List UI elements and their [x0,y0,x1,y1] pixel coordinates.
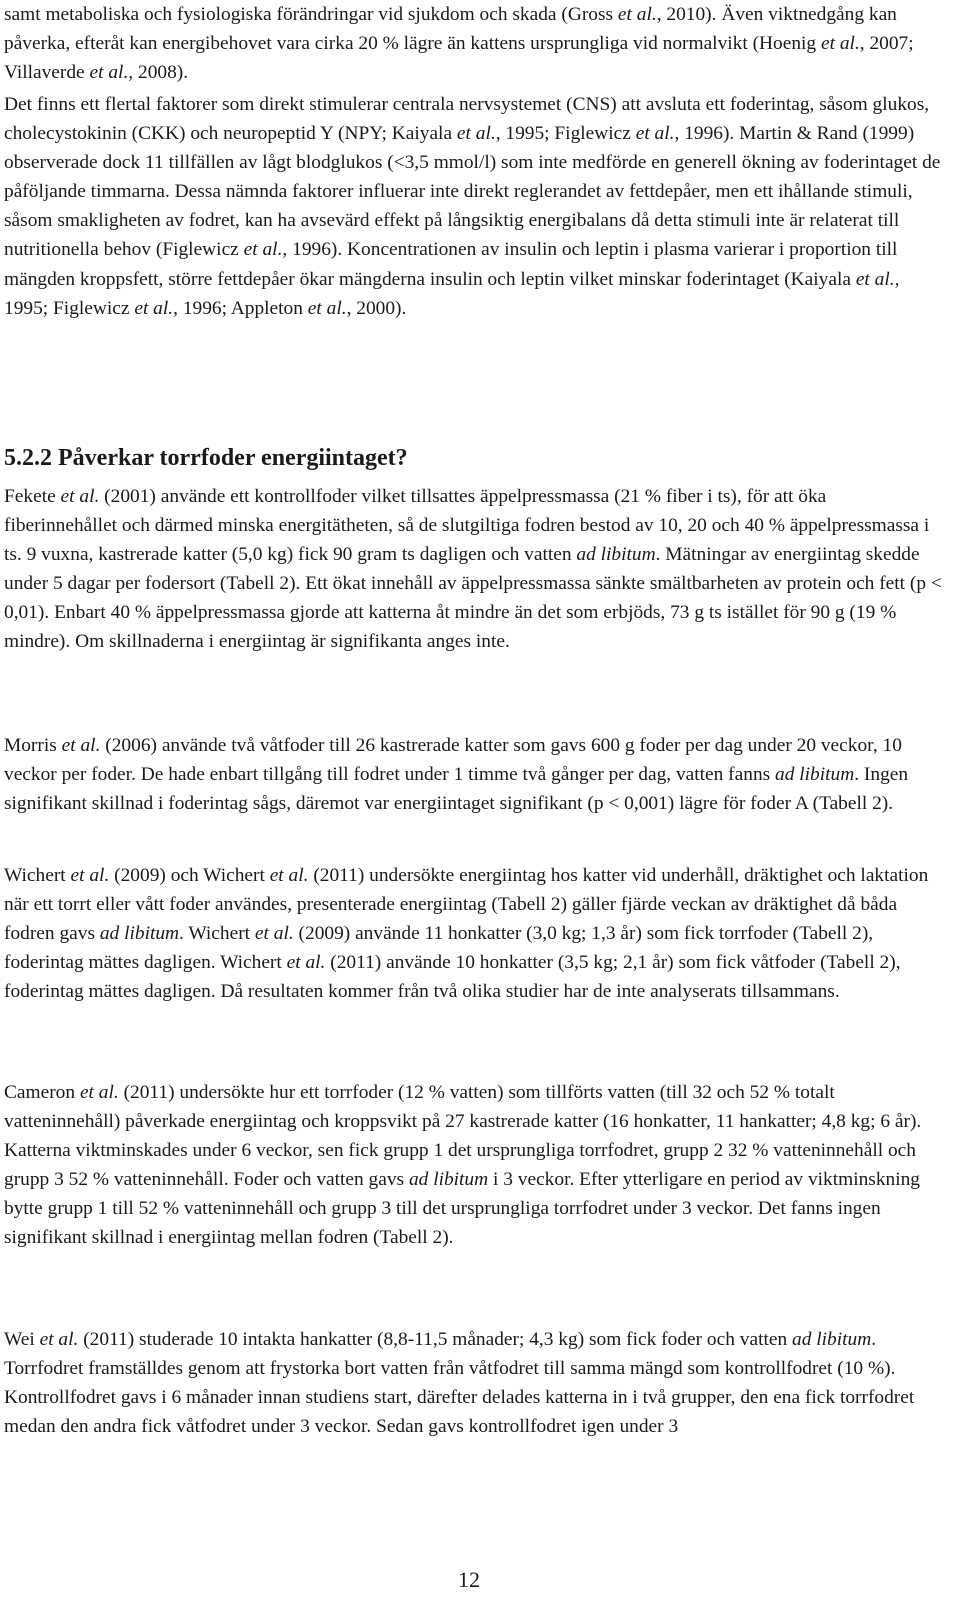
paragraph-text: . Mätningar av energiintag skedde under 5 dagar per fodersort (Tabell 2). Ett ökat innehåll av äppelpressmassa sänkte smältbarheten av protein och fett (p < 0,01). Enbart 40 % äppelpressmassa gjorde att katterna åt mindre än det som erbjöds, 73 g ts istället för 90 g (19 % mindre). Om skillnaderna i energiintag är signifikanta anges inte. [4,544,942,653]
italic-text: et al. [456,123,496,145]
paragraph-text: , 2010). Även viktnedgång kan påverka, efteråt kan energibehovet vara cirka 20 % lägre än kattens ursprungliga vid normalvikt (Hoenig [4,4,897,55]
italic-text: ad libitum [576,544,656,566]
paragraph-text: samt metaboliska och fysiologiska förändringar vid sjukdom och skada (Gross [4,4,618,25]
paragraph-text: (2011) studerade 10 intakta hankatter (8,8-11,5 månader; 4,3 kg) som fick foder och vatten [78,1329,793,1350]
italic-text: et al. [61,735,101,756]
paragraph-text: . Ingen signifikant skillnad i foderintag sågs, däremot var energiintaget signifikant (p < 0,001) lägre för foder A (Tabell 2). [4,764,909,815]
paragraph-text: , 1996; Appleton [173,297,308,319]
paragraph-text: , 1995; Figlewicz [4,268,900,319]
italic-text: ad libitum [99,923,180,945]
paragraph-text: Fekete [4,486,61,507]
paragraph-fekete [4,482,942,657]
paragraph-text: . Wichert [179,923,255,945]
paragraph-text: (2009) använde 11 honkatter (3,0 kg; 1,3 år) som fick torrfoder (Tabell 2), foderintag mättes dagligen. Wichert [4,923,874,974]
paragraph-intro-continuation [4,0,942,87]
paragraph-text: Wichert [4,865,71,886]
italic-text: et al. [243,239,283,261]
italic-text: et al. [820,33,860,55]
italic-text: et al. [617,4,657,25]
italic-text: et al. [70,865,110,886]
paragraph-text: . Torrfodret framställdes genom att frystorka bort vatten från våtfodret till samma mängd som kontrollfodret (10 %). Kontrollfodret gavs i 6 månader innan studiens start, därefter delades katterna in i två grupper, den ena fick torrfodret medan den andra fick våtfodret under 3 veckor. Sedan gavs kontrollfodret igen under 3 [4,1329,915,1438]
italic-text: et al. [254,923,294,945]
paragraph-wichert [4,861,942,1006]
italic-text: et al. [39,1329,79,1350]
paragraph-cns-factors [4,90,942,323]
paragraph-text: , 1996). Koncentrationen av insulin och leptin i plasma varierar i proportion till mängden kroppsfett, större fettdepåer ökar mängderna insulin och leptin vilket minskar foderintaget (Kaiyala [4,239,898,290]
italic-text: ad libitum [792,1329,872,1350]
paragraph-text: , 2000). [346,297,407,319]
italic-text: et al. [134,297,174,319]
paragraph-text: Morris [4,735,62,756]
paragraph-text: , 2008). [128,62,189,84]
paragraph-text: (2011) använde 10 honkatter (3,5 kg; 2,1 år) som fick våtfoder (Tabell 2), foderintag mättes dagligen. Då resultaten kommer från två olika studier har de inte analyserats tillsammans. [4,952,901,1003]
paragraph-text: , 1995; Figlewicz [495,123,636,145]
paragraph-text: (2011) undersökte hur ett torrfoder (12 % vatten) som tillförts vatten (till 32 och 52 % totalt vatteninnehåll) påverkade energiintag och kroppsvikt på 27 kastrerade katter (16 honkatter, 11 hankatter; 4,8 kg; 6 år). Katterna viktminskades under 6 veckor, sen fick grupp 1 det ursprungliga torrfodret, grupp 2 32 % vatteninnehåll och grupp 3 52 % vatteninnehåll. Foder och vatten gavs [4,1082,922,1191]
italic-text: et al. [286,952,326,974]
italic-text: et al. [79,1082,119,1103]
section-heading: 5.2.2 Påverkar torrfoder energiintaget? [4,445,408,471]
italic-text: ad libitum [408,1169,489,1191]
italic-text: et al. [60,486,100,507]
paragraph-wei [4,1325,942,1441]
paragraph-text: , 2007; Villaverde [4,33,914,84]
page-number: 12 [458,1567,480,1592]
paragraph-morris [4,731,942,818]
paragraph-text: (2011) undersökte energiintag hos katter vid underhåll, dräktighet och laktation när ett torrt eller vått foder användes, presenterade energiintag (Tabell 2) gäller fjärde veckan av dräktighet då båda fodren gavs [4,865,929,945]
paragraph-text: , 1996). Martin & Rand (1999) observerade dock 11 tillfällen av lågt blodglukos (<3,5 mmol/l) som inte medförde en generell ökning av foderintaget de påföljande timmarna. Dessa nämnda faktorer influerar inte direkt reglerandet av fettdepåer, men ett ihållande stimuli, såsom smakligheten av fodret, kan ha avsevärd effekt på långsiktig energibalans då detta stimuli inte är relaterat till nutritionella behov (Figlewicz [4,123,941,261]
paragraph-text: i 3 veckor. Efter ytterligare en period av viktminskning bytte grupp 1 till 52 % vatteninnehåll och grupp 3 till det ursprungliga torrfodret under 3 veckor. Det fanns ingen signifikant skillnad i energiintag mellan fodren (Tabell 2). [4,1169,920,1249]
paragraph-text: Cameron [4,1082,80,1103]
italic-text: ad libitum [775,764,855,786]
paragraph-cameron [4,1078,942,1253]
paragraph-text: Wei [4,1329,40,1350]
paragraph-text: Det finns ett flertal faktorer som direkt stimulerar centrala nervsystemet (CNS) att avsluta ett foderintag, såsom glukos, cholecystokinin (CKK) och neuropeptid Y (NPY; Kaiyala [4,94,930,145]
paragraph-text: (2001) använde ett kontrollfoder vilket tillsattes äppelpressmassa (21 % fiber i ts), för att öka fiberinnehållet och därmed minska energitätheten, så de slutgiltiga fodren bestod av 10, 20 och 40 % äppelpressmassa i ts. 9 vuxna, kastrerade katter (5,0 kg) fick 90 gram ts dagligen och vatten [4,486,930,566]
italic-text: et al. [269,865,309,886]
italic-text: et al. [307,297,347,319]
italic-text: et al. [855,268,895,290]
italic-text: et al. [89,62,129,84]
paragraph-text: (2009) och Wichert [109,865,270,886]
paragraph-text: (2006) använde två våtfoder till 26 kastrerade katter som gavs 600 g foder per dag under 20 veckor, 10 veckor per foder. De hade enbart tillgång till fodret under 1 timme två gånger per dag, vatten fanns [4,735,902,786]
italic-text: et al. [635,123,675,145]
